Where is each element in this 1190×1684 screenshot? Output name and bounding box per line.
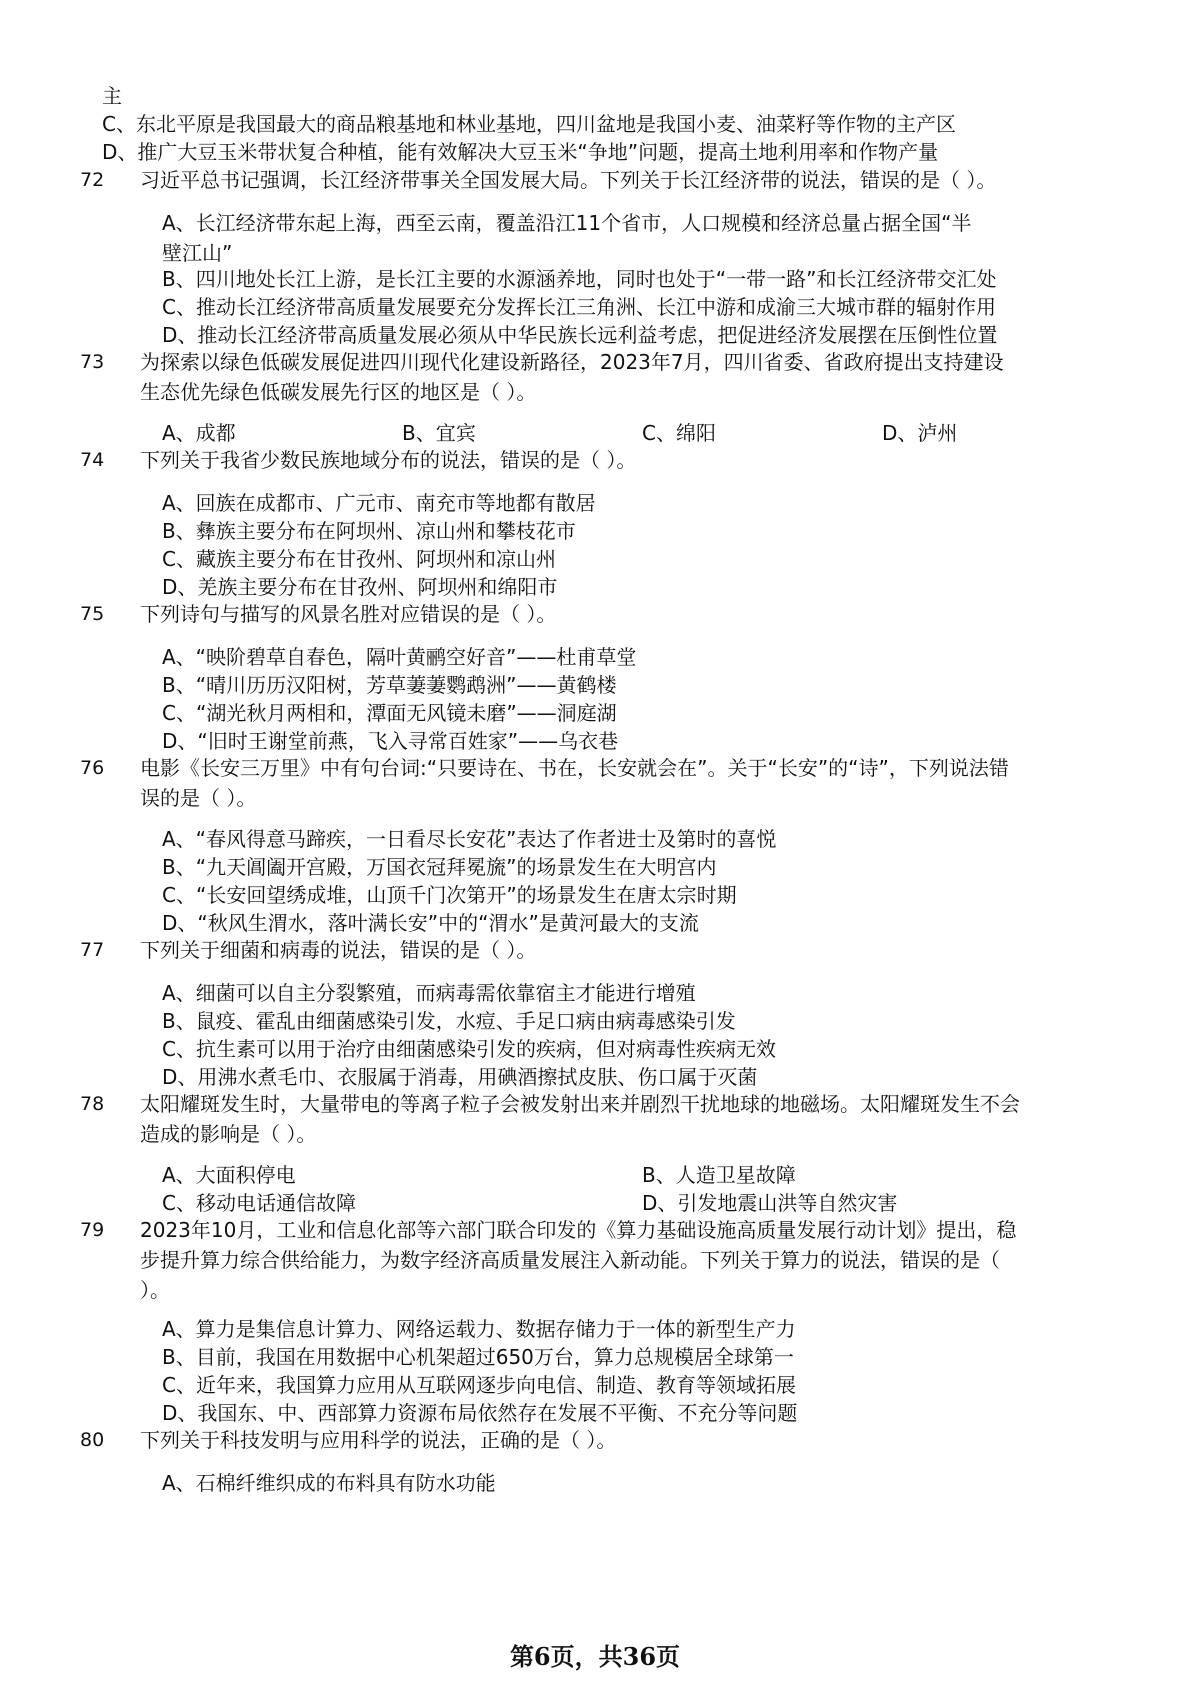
carryover-option-d: D、推广大豆玉米带状复合种植，能有效解决大豆玉米“争地”问题，提高土地利用率和作物产量 <box>102 140 939 164</box>
option-a: A、算力是集信息计算力、网络运载力、数据存储力于一体的新型生产力 <box>162 1317 796 1341</box>
question-text: 下列关于我省少数民族地域分布的说法，错误的是（ ）。 <box>140 448 637 472</box>
question-number: 75 <box>80 603 105 625</box>
question-text: 下列诗句与描写的风景名胜对应错误的是（ ）。 <box>140 602 557 626</box>
option-d: D、“旧时王谢堂前燕，飞入寻常百姓家”——乌衣巷 <box>162 729 619 753</box>
option-a: A、“春风得意马蹄疾，一日看尽长安花”表达了作者进士及第时的喜悦 <box>162 827 777 851</box>
page-footer: 第6页，共36页 <box>509 1642 681 1671</box>
option-c: C、“长安回望绣成堆，山顶千门次第开”的场景发生在唐太宗时期 <box>162 883 737 907</box>
question-number: 80 <box>80 1429 105 1451</box>
carryover-option-c: C、东北平原是我国最大的商品粮基地和林业基地，四川盆地是我国小麦、油菜籽等作物的主产区 <box>102 112 956 136</box>
option-d: D、泸州 <box>882 421 958 445</box>
question-text: 电影《长安三万里》中有句台词:“只要诗在、书在，长安就会在”。关于“长安”的“诗”，下列说法错误的是（ ）。 <box>140 756 1009 810</box>
carryover-fragment: 主 <box>102 84 122 108</box>
option-c: C、移动电话通信故障 <box>162 1191 356 1215</box>
option-b: B、“晴川历历汉阳树，芳草萋萋鹦鹉洲”——黄鹤楼 <box>162 673 617 697</box>
option-b: B、四川地处长江上游，是长江主要的水源涵养地，同时也处于“一带一路”和长江经济带交汇处 <box>162 267 997 291</box>
option-d: D、推动长江经济带高质量发展必须从中华民族长远利益考虑，把促进经济发展摆在压倒性位置 <box>162 323 998 347</box>
option-a: A、大面积停电 <box>162 1163 296 1187</box>
option-b: B、“九天阊阖开宫殿，万国衣冠拜冕旒”的场景发生在大明宫内 <box>162 855 717 879</box>
option-d: D、用沸水煮毛巾、衣服属于消毒，用碘酒擦拭皮肤、伤口属于灭菌 <box>162 1065 758 1089</box>
option-b: B、人造卫星故障 <box>642 1163 796 1187</box>
option-a: A、回族在成都市、广元市、南充市等地都有散居 <box>162 491 596 515</box>
question-number: 72 <box>80 169 105 191</box>
question-number: 74 <box>80 449 105 471</box>
question-text: 习近平总书记强调，长江经济带事关全国发展大局。下列关于长江经济带的说法，错误的是（ ）。 <box>140 168 997 192</box>
question-text: 为探索以绿色低碳发展促进四川现代化建设新路径，2023年7月，四川省委、省政府提出支持建设生态优先绿色低碳发展先行区的地区是（ ）。 <box>140 350 1004 404</box>
option-c: C、近年来，我国算力应用从互联网逐步向电信、制造、教育等领域拓展 <box>162 1373 796 1397</box>
option-b: B、目前，我国在用数据中心机架超过650万台，算力总规模居全球第一 <box>162 1345 794 1369</box>
option-a: A、成都 <box>162 421 236 445</box>
option-d: D、羌族主要分布在甘孜州、阿坝州和绵阳市 <box>162 575 558 599</box>
question-number: 73 <box>80 351 105 373</box>
option-b: B、鼠疫、霍乱由细菌感染引发，水痘、手足口病由病毒感染引发 <box>162 1009 736 1033</box>
question-number: 76 <box>80 757 105 779</box>
option-a: A、石棉纤维织成的布料具有防水功能 <box>162 1471 496 1495</box>
question-number: 77 <box>80 939 105 961</box>
option-b: B、彝族主要分布在阿坝州、凉山州和攀枝花市 <box>162 519 576 543</box>
option-a: A、“映阶碧草自春色，隔叶黄鹂空好音”——杜甫草堂 <box>162 645 637 669</box>
question-text: 2023年10月，工业和信息化部等六部门联合印发的《算力基础设施高质量发展行动计划》提出，稳步提升算力综合供给能力，为数字经济高质量发展注入新动能。下列关于算力的说法，错误的是（ ）。 <box>140 1218 1017 1302</box>
option-d: D、“秋风生渭水，落叶满长安”中的“渭水”是黄河最大的支流 <box>162 911 699 935</box>
option-b: B、宜宾 <box>402 421 476 445</box>
question-number: 78 <box>80 1093 105 1115</box>
question-text: 下列关于科技发明与应用科学的说法，正确的是（ ）。 <box>140 1428 617 1452</box>
option-c: C、“湖光秋月两相和，潭面无风镜未磨”——洞庭湖 <box>162 701 617 725</box>
question-text: 太阳耀斑发生时，大量带电的等离子粒子会被发射出来并剧烈干扰地球的地磁场。太阳耀斑发生不会造成的影响是（ ）。 <box>140 1092 1020 1146</box>
option-c: C、藏族主要分布在甘孜州、阿坝州和凉山州 <box>162 547 556 571</box>
option-c: C、推动长江经济带高质量发展要充分发挥长江三角洲、长江中游和成渝三大城市群的辐射作用 <box>162 295 996 319</box>
option-a: A、长江经济带东起上海，西至云南，覆盖沿江11个省市，人口规模和经济总量占据全国“半壁江山” <box>162 211 972 265</box>
option-a: A、细菌可以自主分裂繁殖，而病毒需依靠宿主才能进行增殖 <box>162 981 696 1005</box>
option-c: C、绵阳 <box>642 421 716 445</box>
option-c: C、抗生素可以用于治疗由细菌感染引发的疾病，但对病毒性疾病无效 <box>162 1037 776 1061</box>
question-text: 下列关于细菌和病毒的说法，错误的是（ ）。 <box>140 938 537 962</box>
option-d: D、我国东、中、西部算力资源布局依然存在发展不平衡、不充分等问题 <box>162 1401 798 1425</box>
question-number: 79 <box>80 1219 105 1241</box>
option-d: D、引发地震山洪等自然灾害 <box>642 1191 898 1215</box>
